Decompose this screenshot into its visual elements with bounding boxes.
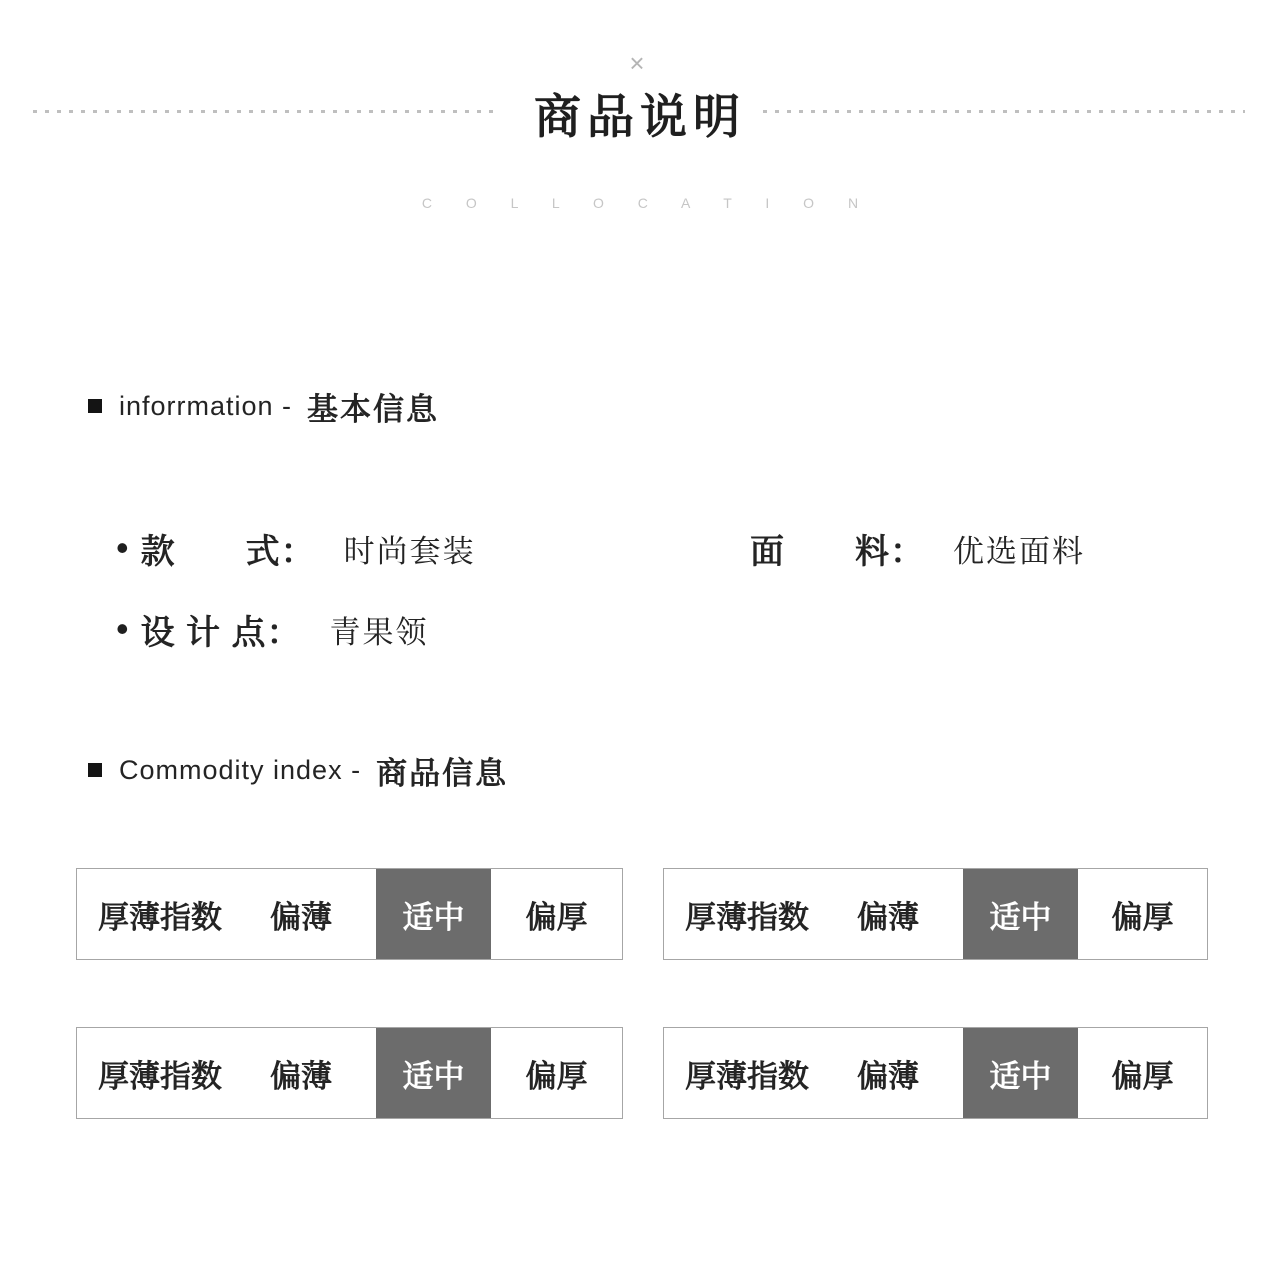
info-label: 设 计 点：: [140, 613, 302, 652]
section-title-en: inforrmation -: [119, 390, 293, 421]
option-thin: 偏薄: [857, 899, 919, 935]
option-medium-selected: 适中: [963, 869, 1078, 959]
thickness-label: 厚薄指数: [685, 1058, 809, 1094]
option-medium-selected: 适中: [376, 869, 491, 959]
thickness-card: [76, 868, 623, 960]
option-thick: 偏厚: [525, 1058, 588, 1094]
info-label: 面 料：: [750, 532, 925, 571]
thickness-card: [663, 868, 1208, 960]
info-label: 款 式：: [140, 532, 316, 571]
subtitle-collocation: C O L L O C A T I O N: [421, 195, 874, 211]
option-thick: 偏厚: [1111, 1058, 1174, 1094]
section-header-basic-info: [88, 388, 440, 427]
option-thin: 偏薄: [270, 899, 332, 935]
thickness-card: [76, 1027, 623, 1119]
info-value: 青果领: [329, 614, 429, 650]
thickness-label: 厚薄指数: [98, 899, 222, 935]
thickness-cards-grid: [76, 868, 1208, 1119]
page-title: 商品说明: [534, 90, 746, 143]
title-dash-right: [763, 110, 1245, 113]
info-value: 时尚套装: [343, 533, 476, 569]
option-thick: 偏厚: [525, 899, 588, 935]
square-bullet-icon: [88, 399, 102, 413]
dot-bullet-icon: •: [116, 527, 129, 568]
info-row-design: [116, 608, 429, 650]
option-thin: 偏薄: [270, 1058, 332, 1094]
decor-x-icon: ×: [629, 48, 645, 78]
section-title-zh: 基本信息: [307, 391, 440, 427]
info-row-style: [116, 527, 476, 569]
thickness-card: [663, 1027, 1208, 1119]
square-bullet-icon: [88, 763, 102, 777]
section-title-zh: 商品信息: [376, 755, 509, 791]
section-title-en: Commodity index -: [119, 754, 362, 785]
option-thin: 偏薄: [857, 1058, 919, 1094]
info-value: 优选面料: [953, 533, 1085, 569]
info-row-fabric: [750, 527, 1085, 569]
thickness-label: 厚薄指数: [98, 1058, 222, 1094]
option-medium-selected: 适中: [963, 1028, 1078, 1118]
section-header-commodity-index: [88, 752, 509, 791]
thickness-label: 厚薄指数: [685, 899, 809, 935]
option-thick: 偏厚: [1111, 899, 1174, 935]
dot-bullet-icon: •: [116, 608, 129, 649]
option-medium-selected: 适中: [376, 1028, 491, 1118]
title-dash-left: [33, 110, 497, 113]
